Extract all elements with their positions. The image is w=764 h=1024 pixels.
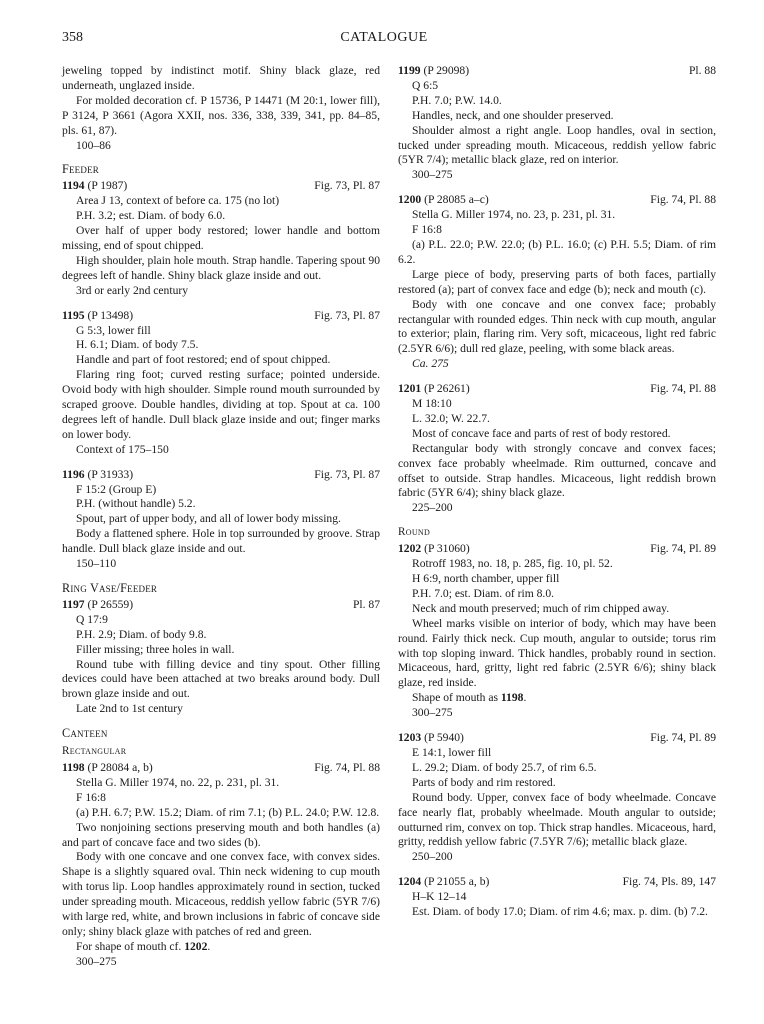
entry-number: 1202 xyxy=(398,542,422,556)
entry-dimensions: (a) P.H. 6.7; P.W. 15.2; Diam. of rim 7.1; (b) P.L. 24.0; P.W. 12.8. xyxy=(76,805,380,819)
entry-dimensions: Est. Diam. of body 17.0; Diam. of rim 4.6; max. p. dim. (b) 7.2. xyxy=(412,905,708,919)
entry-number: 1201 xyxy=(398,382,422,396)
entry-date: 225–200 xyxy=(412,501,453,515)
entry-condition: Neck and mouth preserved; much of rim chipped away. xyxy=(412,601,670,615)
entry-date: 150–110 xyxy=(76,557,117,571)
entry-description: Body with one concave and one convex face, with convex sides. Shape is a slightly squared oval. Thin neck widening to cup mouth with torus lip. Loop handles approximately round in section, tucked under spreading mouth. Micaceous, reddish yellow fabric (5YR 7/6) with large red, white, and brown inclusions in fabric of concave side only; shiny black glaze with patches of red and green. xyxy=(62,850,380,938)
entry-number: 1204 xyxy=(398,875,422,889)
figure-reference: Fig. 74, Pl. 89 xyxy=(650,542,716,556)
inventory-number: (P 31933) xyxy=(87,467,134,481)
entry-context: M 18:10 xyxy=(412,397,452,411)
entry-date: Late 2nd to 1st century xyxy=(76,702,183,716)
inventory-number: (P 1987) xyxy=(87,179,128,193)
entry-header xyxy=(398,382,716,397)
page-number: 358 xyxy=(62,30,83,45)
entry-context: H 6:9, north chamber, upper fill xyxy=(412,572,560,585)
catalogue-entry-1203 xyxy=(398,731,716,865)
entry-context: G 5:3, lower fill xyxy=(76,323,151,337)
entry-condition: Over half of upper body restored; lower handle and bottom missing, end of spout chipped. xyxy=(62,224,380,252)
inventory-number: (P 26559) xyxy=(87,597,134,611)
entry-condition: Handle and part of foot restored; end of spout chipped. xyxy=(76,353,331,367)
entry-description: Rectangular body with strongly concave and convex faces; convex face probably wheelmade. Rim outturned, concave and offset to outside. Strap handles. Micaceous, light reddish brown fabric (5YR 6/4); shiny black glaze. xyxy=(398,441,716,500)
catalogue-entry-1196 xyxy=(62,468,380,572)
catalogue-entry-1194 xyxy=(62,179,380,298)
figure-reference: Fig. 74, Pl. 88 xyxy=(650,382,716,396)
entry-comparanda: For molded decoration cf. P 15736, P 14471 (M 20:1, lower fill), P 3124, P 3661 (Agora XXII, nos. 336, 338, 339, 341, pp. 84–85, pls. 61, 87). xyxy=(62,93,380,137)
entry-description: Wheel marks visible on interior of body, which may have been round. Fairly thick neck. Cup mouth, angular to outside; torus rim with top sloping inward. Thick handles, probably round in section. Micaceous, hard, gritty, light red fabric (2.5YR 6/6); shiny black glaze, red inside. xyxy=(398,616,716,690)
subheading-rectangular: Rectangular xyxy=(62,745,127,758)
entry-description: Round body. Upper, convex face of body wheelmade. Concave face nearly flat, probably wheelmade. Mouth angular to outside; outturned rim, convex on top. Thick strap handles. Micaceous, hard, gritty, reddish yellow fabric (7.5YR 7/6); metallic black glaze. xyxy=(398,790,716,849)
figure-reference: Fig. 74, Pl. 89 xyxy=(650,731,716,745)
figure-reference: Fig. 73, Pl. 87 xyxy=(314,179,380,193)
entry-description: High shoulder, plain hole mouth. Strap handle. Tapering spout 90 degrees left of handle. Shiny black glaze inside and out. xyxy=(62,253,380,282)
catalogue-entry-1198 xyxy=(62,761,380,970)
entry-description: Round tube with filling device and tiny spout. Other filling devices could have been attached at two breaks around body. Dull brown glaze inside and out. xyxy=(62,657,380,701)
entry-context: Area J 13, context of before ca. 175 (no lot) xyxy=(76,194,280,208)
entry-bibliography: Stella G. Miller 1974, no. 22, p. 231, pl. 31. xyxy=(76,775,280,789)
inventory-number: (P 13498) xyxy=(87,308,134,322)
entry-number: 1195 xyxy=(62,308,85,322)
section-heading-ring-vase: Ring Vase/Feeder xyxy=(62,581,158,595)
figure-reference: Fig. 74, Pl. 88 xyxy=(650,193,716,207)
entry-condition: Two nonjoining sections preserving mouth and both handles (a) and part of concave face and two sides (b). xyxy=(62,820,380,849)
entry-number: 1200 xyxy=(398,193,422,207)
entry-number: 1198 xyxy=(62,760,85,774)
entry-context: F 16:8 xyxy=(412,223,442,237)
entry-header xyxy=(62,761,380,776)
left-column xyxy=(62,64,380,970)
figure-reference: Fig. 73, Pl. 87 xyxy=(314,467,380,481)
entry-context: Q 6:5 xyxy=(412,78,439,92)
entry-header xyxy=(62,309,380,324)
catalogue-entry-1204 xyxy=(398,875,716,920)
cross-reference: 1202 xyxy=(184,939,208,953)
entry-header xyxy=(398,64,716,79)
entry-number: 1197 xyxy=(62,597,85,611)
entry-number: 1196 xyxy=(62,467,85,481)
entry-condition: Spout, part of upper body, and all of lower body missing. xyxy=(76,512,341,526)
comparanda-text: Shape of mouth as xyxy=(412,691,498,705)
inventory-number: (P 29098) xyxy=(423,64,470,77)
catalogue-entry-1200 xyxy=(398,193,716,372)
entry-context: Q 17:9 xyxy=(76,612,108,626)
entry-dimensions: P.H. (without handle) 5.2. xyxy=(76,497,196,511)
entry-condition: Parts of body and rim restored. xyxy=(412,775,556,789)
section-heading-canteen: Canteen xyxy=(62,726,108,741)
inventory-number: (P 5940) xyxy=(424,731,464,745)
entry-header xyxy=(398,193,716,208)
entry-comparanda: Shape of mouth as 1198. xyxy=(412,691,527,705)
figure-reference: Fig. 73, Pl. 87 xyxy=(314,308,380,322)
entry-bibliography: Stella G. Miller 1974, no. 23, p. 231, pl. 31. xyxy=(412,208,616,222)
entry-header xyxy=(62,179,380,194)
entry-description: Body with one concave and one convex face; probably rectangular with rounded edges. Thin neck with cup mouth, angular to exterior; plain, flaring rim. Very soft, micaceous, light red fabric (2.5YR 6/6); dull red glaze, peeling, with some black areas. xyxy=(398,297,716,356)
entry-dimensions: P.H. 7.0; est. Diam. of rim 8.0. xyxy=(412,586,555,600)
entry-date: 3rd or early 2nd century xyxy=(76,283,189,297)
section-heading-feeder: Feeder xyxy=(62,162,99,177)
page-header xyxy=(62,30,706,50)
cross-reference: 1198 xyxy=(500,691,524,705)
entry-description: Shoulder almost a right angle. Loop handles, oval in section, tucked under spreading mouth. Micaceous, reddish yellow fabric (5YR 7/4); metallic black glaze, red on interior. xyxy=(398,123,716,167)
entry-description: Flaring ring foot; curved resting surface; pointed underside. Ovoid body with high shoulder. Simple round mouth surrounded by scraped groove. Double handles, dividing at top. Spout at ca. 100 degrees left of handle. Dull black glaze inside and out; finger marks on lower body. xyxy=(62,368,380,441)
entry-date: 300–275 xyxy=(412,706,453,720)
entry-dimensions: P.H. 2.9; Diam. of body 9.8. xyxy=(76,627,207,641)
entry-condition: Handles, neck, and one shoulder preserved. xyxy=(412,108,614,122)
entry-condition: Filler missing; three holes in wall. xyxy=(76,642,235,656)
right-column xyxy=(398,64,716,920)
entry-date: 300–275 xyxy=(76,954,117,968)
catalogue-entry-1199 xyxy=(398,64,716,183)
entry-date: 100–86 xyxy=(76,138,111,152)
catalogue-entry-1201 xyxy=(398,382,716,516)
figure-reference: Fig. 74, Pls. 89, 147 xyxy=(622,875,716,889)
entry-dimensions: P.H. 7.0; P.W. 14.0. xyxy=(412,93,502,107)
entry-bibliography: Rotroff 1983, no. 18, p. 285, fig. 10, pl. 52. xyxy=(412,557,613,571)
comparanda-text: For shape of mouth cf. xyxy=(76,939,182,953)
figure-reference: Pl. 88 xyxy=(688,64,716,77)
entry-continuation: jeweling topped by indistinct motif. Shiny black glaze, red underneath, unglazed inside. xyxy=(62,64,380,92)
entry-date: 250–200 xyxy=(412,850,453,864)
entry-context: F 15:2 (Group E) xyxy=(76,482,157,496)
entry-header xyxy=(62,598,380,613)
figure-reference: Fig. 74, Pl. 88 xyxy=(314,760,380,774)
entry-header xyxy=(398,731,716,746)
entry-number: 1194 xyxy=(62,179,85,193)
inventory-number: (P 21055 a, b) xyxy=(424,875,490,889)
entry-context: H–K 12–14 xyxy=(412,890,467,904)
entry-description: Body a flattened sphere. Hole in top surrounded by groove. Strap handle. Dull black glaze inside and out. xyxy=(62,527,380,556)
inventory-number: (P 28084 a, b) xyxy=(87,760,153,774)
catalogue-entry-1197 xyxy=(62,598,380,717)
entry-dimensions: L. 29.2; Diam. of body 25.7, of rim 6.5. xyxy=(412,760,597,774)
entry-header xyxy=(398,542,716,557)
inventory-number: (P 31060) xyxy=(424,542,470,556)
entry-context: E 14:1, lower fill xyxy=(412,745,492,759)
subheading-round: Round xyxy=(398,526,431,539)
inventory-number: (P 28085 a–c) xyxy=(424,193,489,207)
running-head: CATALOGUE xyxy=(340,30,428,45)
entry-date: Ca. 275 xyxy=(412,357,449,371)
entry-condition: Most of concave face and parts of rest of body restored. xyxy=(412,426,671,440)
entry-date: 300–275 xyxy=(412,168,453,182)
catalogue-entry-1202 xyxy=(398,542,716,721)
entry-condition: Large piece of body, preserving parts of both faces, partially restored (a); part of convex face and edge (b); neck and mouth (c). xyxy=(398,267,716,296)
entry-dimensions: H. 6.1; Diam. of body 7.5. xyxy=(76,338,199,352)
entry-number: 1199 xyxy=(398,64,421,77)
entry-dimensions: L. 32.0; W. 22.7. xyxy=(412,411,490,425)
inventory-number: (P 26261) xyxy=(424,382,470,396)
entry-header xyxy=(62,468,380,483)
catalogue-entry-1195 xyxy=(62,309,380,458)
entry-comparanda: For shape of mouth cf. 1202. xyxy=(76,939,211,953)
figure-reference: Pl. 87 xyxy=(352,597,380,611)
entry-header xyxy=(398,875,716,890)
entry-dimensions: (a) P.L. 22.0; P.W. 22.0; (b) P.L. 16.0; (c) P.H. 5.5; Diam. of rim 6.2. xyxy=(398,237,716,266)
entry-dimensions: P.H. 3.2; est. Diam. of body 6.0. xyxy=(76,209,226,223)
entry-number: 1203 xyxy=(398,731,422,745)
entry-context: F 16:8 xyxy=(76,790,106,804)
entry-date: Context of 175–150 xyxy=(76,442,169,456)
